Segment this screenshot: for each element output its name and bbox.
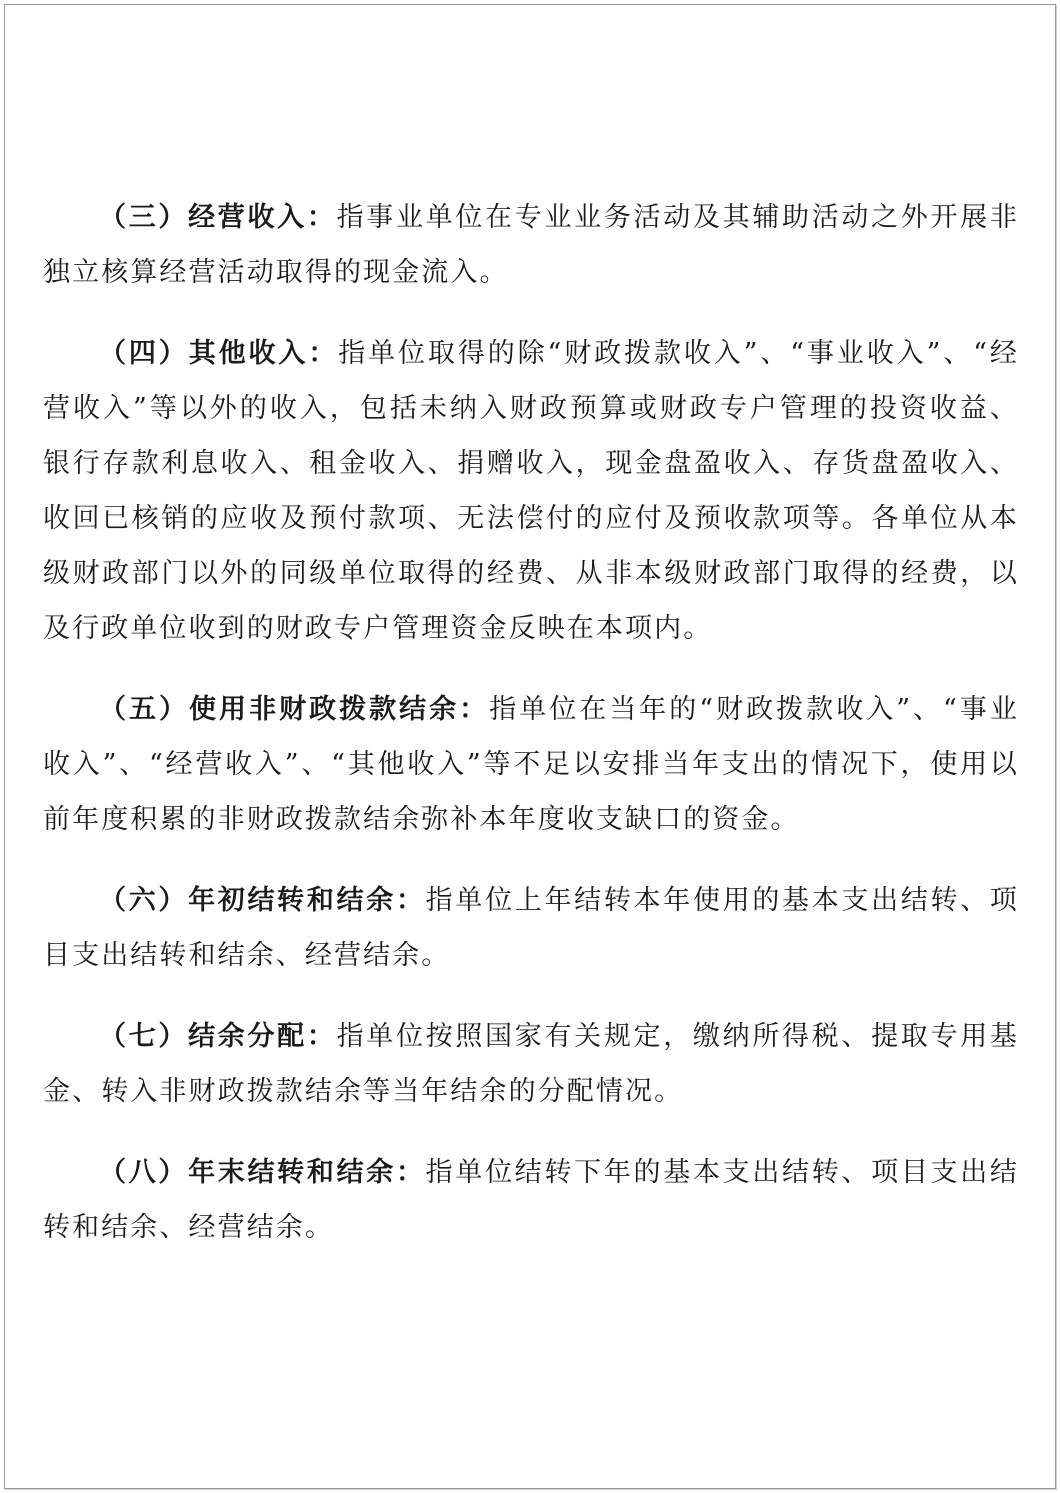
term-heading: （七）结余分配： bbox=[99, 1021, 337, 1052]
paragraph-operating-income bbox=[43, 190, 1019, 300]
term-definition: 指事业单位在专业业务活动及其辅助活动之外开展非独立核算经营活动取得的现金流入。 bbox=[43, 202, 1019, 288]
term-definition: 指单位取得的除“财政拨款收入”、“事业收入”、“经营收入”等以外的收入，包括未纳入财政预算或财政专户管理的投资收益、银行存款利息收入、租金收入、捐赠收入，现金盘盈收入、存货盘盈收入、收回已核销的应收及预付款项、无法偿付的应付及预收款项等。各单位从本级财政部门以外的同级单位取得的经费、从非本级财政部门取得的经费，以及行政单位收到的财政专户管理资金反映在本项内。 bbox=[43, 338, 1019, 644]
paragraph-other-income bbox=[43, 326, 1019, 656]
document-body bbox=[43, 190, 1019, 1281]
paragraph-balance-distribution bbox=[43, 1009, 1019, 1119]
term-heading: （六）年初结转和结余： bbox=[99, 885, 426, 916]
term-definition: 指单位结转下年的基本支出结转、项目支出结转和结余、经营结余。 bbox=[43, 1157, 1020, 1243]
term-heading: （三）经营收入： bbox=[99, 202, 337, 233]
term-heading: （八）年末结转和结余： bbox=[99, 1157, 426, 1188]
term-definition: 指单位按照国家有关规定，缴纳所得税、提取专用基金、转入非财政拨款结余等当年结余的分配情况。 bbox=[43, 1021, 1019, 1107]
paragraph-non-fiscal-balance-use bbox=[43, 682, 1019, 847]
term-heading: （四）其他收入： bbox=[99, 338, 339, 369]
term-definition: 指单位在当年的“财政拨款收入”、“事业收入”、“经营收入”、“其他收入”等不足以安排当年支出的情况下，使用以前年度积累的非财政拨款结余弥补本年度收支缺口的资金。 bbox=[43, 694, 1019, 835]
paragraph-closing-carryover bbox=[43, 1145, 1019, 1255]
paragraph-opening-carryover bbox=[43, 873, 1019, 983]
term-heading: （五）使用非财政拨款结余： bbox=[99, 694, 490, 725]
term-definition: 指单位上年结转本年使用的基本支出结转、项目支出结转和结余、经营结余。 bbox=[43, 885, 1020, 971]
